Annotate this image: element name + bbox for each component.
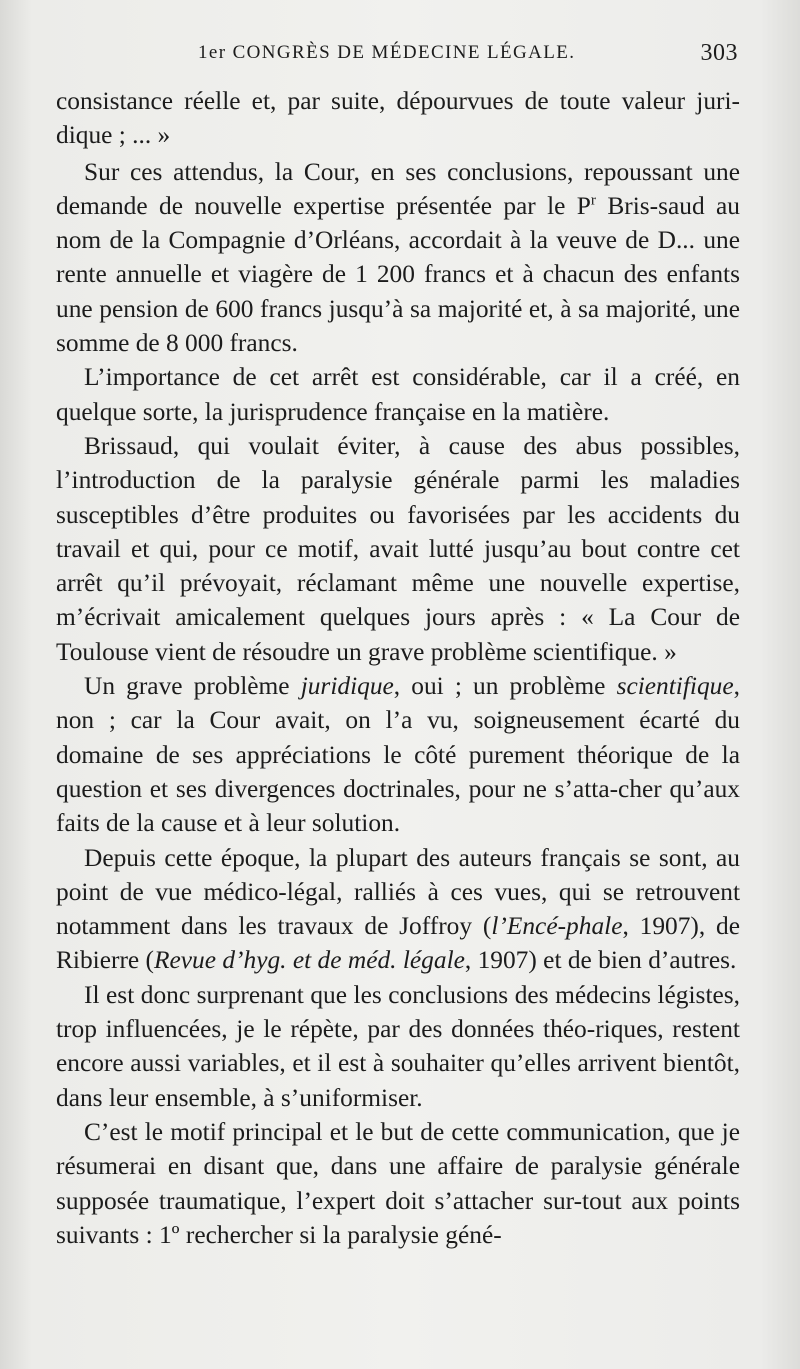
text-run: , 1907) et de bien d’autres. <box>464 946 737 975</box>
text-run: Un grave problème <box>84 672 301 701</box>
running-title: 1er CONGRÈS DE MÉDECINE LÉGALE. <box>198 42 576 63</box>
paragraph <box>56 84 740 153</box>
text-run: Bris-saud au nom de la Compagnie d’Orléans, accordait à la veuve de D... une rente annuelle et viagère de 1 200 francs et à chacun des enfants une pension de 600 francs jusqu’à sa majorité et, à sa majorité, une somme de 8 000 francs. <box>56 191 741 358</box>
paragraph <box>56 155 740 361</box>
text-run: , non ; car la Cour avait, on l’a vu, soigneusement écarté du domaine de ses appréciations le côté purement théorique de la question et ses divergences doctrinales, pour ne s’atta-cher qu’aux faits de la cause et à leur solution. <box>56 672 740 838</box>
paragraph <box>56 669 740 840</box>
text-run: Depuis cette époque, la plupart des auteurs français se sont, au point de vue médico-légal, ralliés à ces vues, qui se retrouvent notamment dans les travaux de Joffroy ( <box>56 843 740 941</box>
text-run: L’importance de cet arrêt est considérable, car il a créé, en quelque sorte, la jurisprudence française en la matière. <box>56 363 740 426</box>
superscript: r <box>590 191 596 209</box>
body-text <box>56 84 740 1252</box>
page-header <box>56 40 738 70</box>
text-run: consistance réelle et, par suite, dépourvues de toute valeur juri-dique ; ... » <box>56 87 740 150</box>
italic-text: scientifique <box>616 672 734 701</box>
paragraph <box>56 1115 740 1252</box>
paragraph <box>56 429 740 669</box>
text-run: Brissaud, qui voulait éviter, à cause des abus possibles, l’introduction de la paralysie générale parmi les maladies susceptibles d’être produites ou favorisées par les accidents du travail et qui, pour ce motif, avait lutté jusqu’au bout contre cet arrêt qu’il prévoyait, réclamant même une nouvelle expertise, m’écrivait amicalement quelques jours après : « La Cour de Toulouse vient de résoudre un grave problème scientifique. » <box>56 431 740 666</box>
italic-text: Revue d’hyg. et de méd. légale <box>154 946 465 975</box>
text-run: , oui ; un problème <box>393 672 617 701</box>
text-run: C’est le motif principal et le but de cette communication, que je résumerai en disant que, dans une affaire de paralysie générale supposée traumatique, l’expert doit s’attacher sur-tout aux points suivants : 1º rechercher si la paralysie géné- <box>56 1117 740 1249</box>
paragraph <box>56 841 740 978</box>
text-run: Il est donc surprenant que les conclusions des médecins légistes, trop influencées, je le répète, par des données théo-riques, restent encore aussi variables, et il est à souhaiter qu’elles arrivent bientôt, dans leur ensemble, à s’uniformiser. <box>56 980 740 1112</box>
paragraph <box>56 978 740 1115</box>
text-run: Sur ces attendus, la Cour, en ses conclusions, repoussant une demande de nouvelle expertise présentée par le P <box>56 157 740 220</box>
italic-text: juridique <box>300 672 394 701</box>
text-run: , 1907), de Ribierre ( <box>56 912 741 975</box>
page-number: 303 <box>700 40 738 66</box>
paragraph <box>56 360 740 429</box>
italic-text: l’Encé-phale <box>491 912 623 941</box>
